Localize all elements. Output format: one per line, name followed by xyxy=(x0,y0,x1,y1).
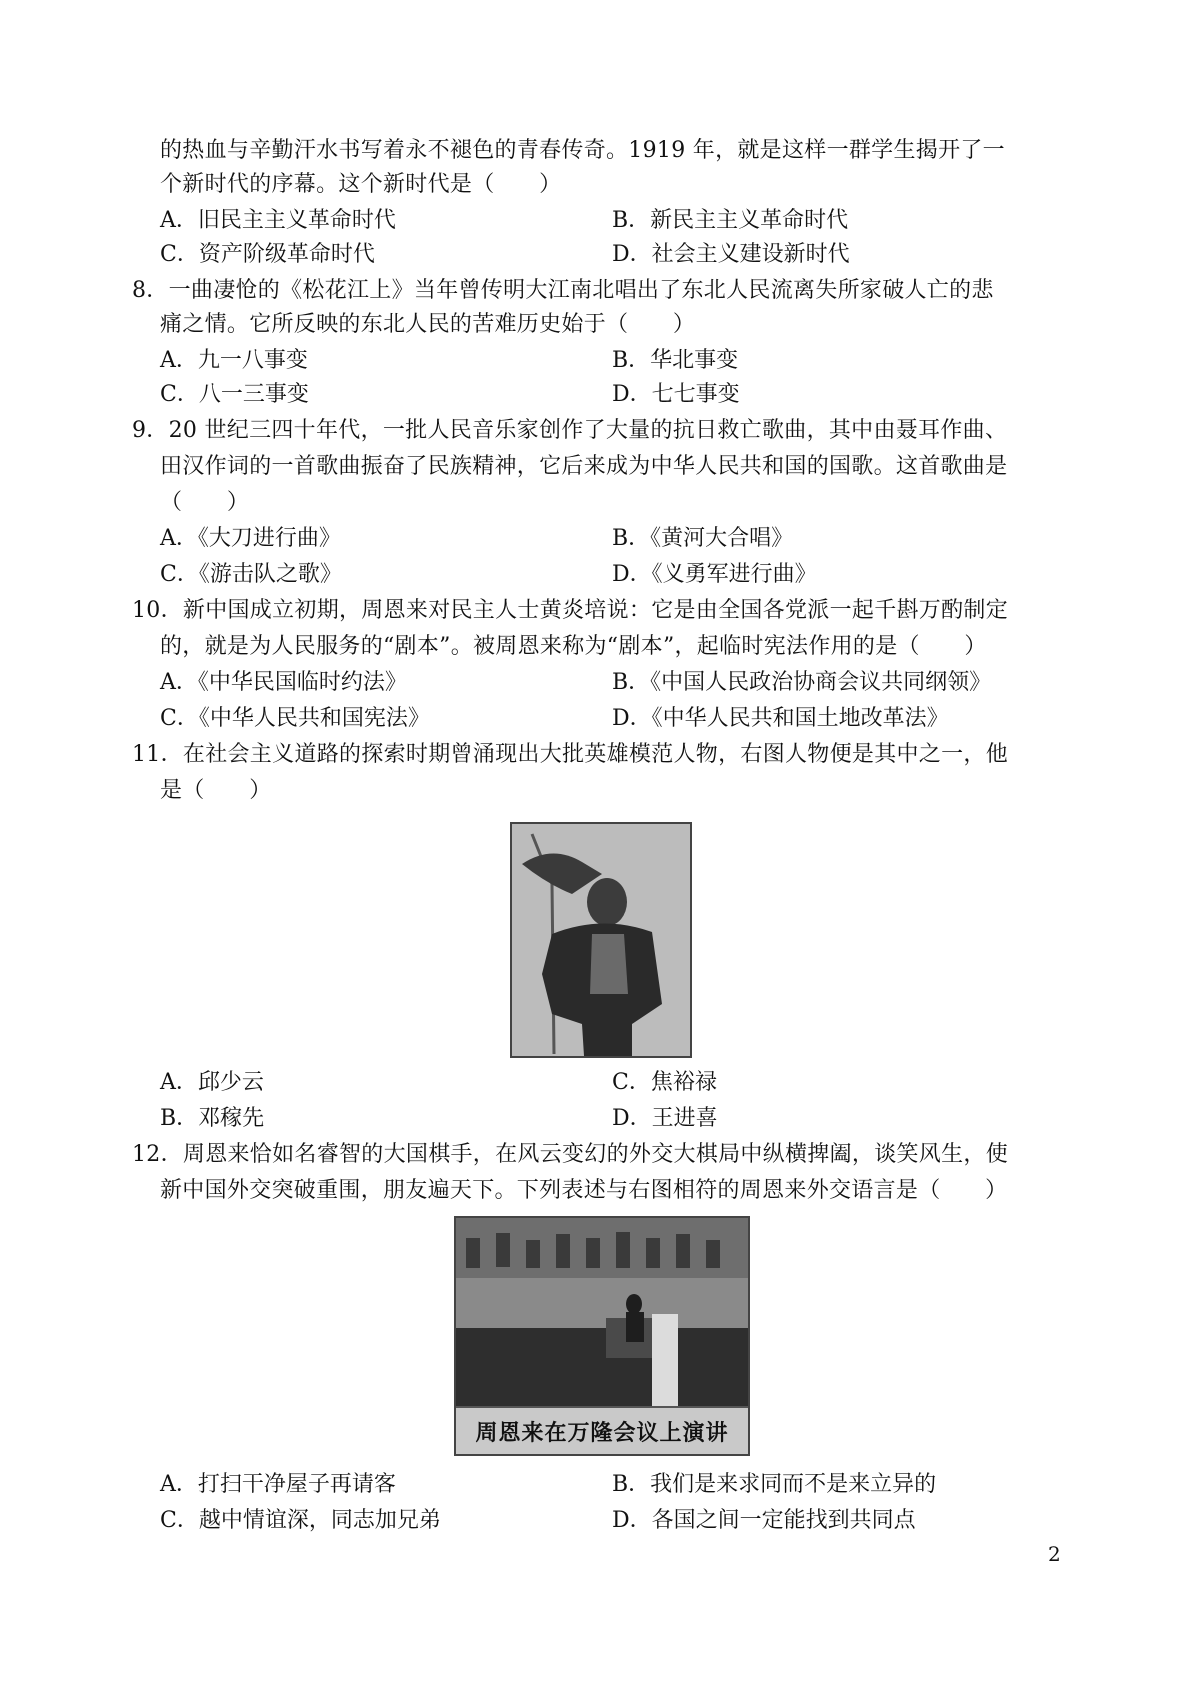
q7-option-a: A．旧民主主义革命时代 xyxy=(160,208,396,233)
q7-option-c: C．资产阶级革命时代 xyxy=(160,242,375,267)
q11-option-a: A．邱少云 xyxy=(160,1070,264,1095)
q8-option-c: C．八一三事变 xyxy=(160,382,309,407)
q9-line-2: 田汉作词的一首歌曲振奋了民族精神，它后来成为中华人民共和国的国歌。这首歌曲是 xyxy=(160,454,1008,479)
q7-line-1: 的热血与辛勤汗水书写着永不褪色的青春传奇。1919 年，就是这样一群学生揭开了一 xyxy=(160,138,1005,163)
q8-option-b: B．华北事变 xyxy=(612,348,739,373)
q9-line-3: （ ） xyxy=(160,490,250,515)
q12-line-2: 新中国外交突破重围，朋友遍天下。下列表述与右图相符的周恩来外交语言是（ ） xyxy=(160,1178,1008,1203)
q10-option-d: D．《中华人民共和国土地改革法》 xyxy=(612,706,949,731)
q8-option-d: D．七七事变 xyxy=(612,382,740,407)
q8-line-2: 痛之情。它所反映的东北人民的苦难历史始于（ ） xyxy=(160,312,696,337)
q12-line-1: 12．周恩来恰如名睿智的大国棋手，在风云变幻的外交大棋局中纵横捭阖，谈笑风生，使 xyxy=(132,1142,1008,1167)
q8-line-1: 8．一曲凄怆的《松花江上》当年曾传明大江南北唱出了东北人民流离失所家破人亡的悲 xyxy=(132,278,994,303)
portrait-figure-icon xyxy=(512,824,690,1056)
q10-line-2: 的，就是为人民服务的“剧本”。被周恩来称为“剧本”，起临时宪法作用的是（ ） xyxy=(160,634,987,659)
q11-option-b: B．邓稼先 xyxy=(160,1106,265,1131)
q9-option-b: B．《黄河大合唱》 xyxy=(612,526,794,551)
q9-option-a: A．《大刀进行曲》 xyxy=(160,526,341,551)
q11-line-2: 是（ ） xyxy=(160,778,272,803)
q11-line-1: 11．在社会主义道路的探索时期曾涌现出大批英雄模范人物，右图人物便是其中之一，他 xyxy=(132,742,1008,767)
q10-line-1: 10．新中国成立初期，周恩来对民主人士黄炎培说：它是由全国各党派一起千斟万酌制定 xyxy=(132,598,1008,623)
q12-option-d: D．各国之间一定能找到共同点 xyxy=(612,1508,916,1533)
q12-option-b: B．我们是来求同而不是来立异的 xyxy=(612,1472,937,1497)
q12-option-a: A．打扫干净屋子再请客 xyxy=(160,1472,396,1497)
q8-option-a: A．九一八事变 xyxy=(160,348,308,373)
q7-option-b: B．新民主主义革命时代 xyxy=(612,208,849,233)
photo-caption: 周恩来在万隆会议上演讲 xyxy=(475,1420,729,1446)
q9-line-1: 9．20 世纪三四十年代，一批人民音乐家创作了大量的抗日救亡歌曲，其中由聂耳作曲、 xyxy=(132,418,1008,443)
q7-line-2: 个新时代的序幕。这个新时代是（ ） xyxy=(160,172,562,197)
bandung-conference-photo xyxy=(454,1216,750,1456)
hero-portrait-photo xyxy=(510,822,692,1058)
q11-option-c: C．焦裕禄 xyxy=(612,1070,717,1095)
q7-option-d: D．社会主义建设新时代 xyxy=(612,242,850,267)
q10-option-a: A．《中华民国临时约法》 xyxy=(160,670,407,695)
q10-option-c: C．《中华人民共和国宪法》 xyxy=(160,706,430,731)
q9-option-c: C．《游击队之歌》 xyxy=(160,562,342,587)
q10-option-b: B．《中国人民政治协商会议共同纲领》 xyxy=(612,670,992,695)
q12-option-c: C．越中情谊深，同志加兄弟 xyxy=(160,1508,441,1533)
q9-option-d: D．《义勇军进行曲》 xyxy=(612,562,817,587)
conference-scene-icon xyxy=(456,1218,748,1408)
page-number: 2 xyxy=(1048,1542,1061,1566)
photo-caption-box xyxy=(456,1406,748,1454)
q11-option-d: D．王进喜 xyxy=(612,1106,718,1131)
